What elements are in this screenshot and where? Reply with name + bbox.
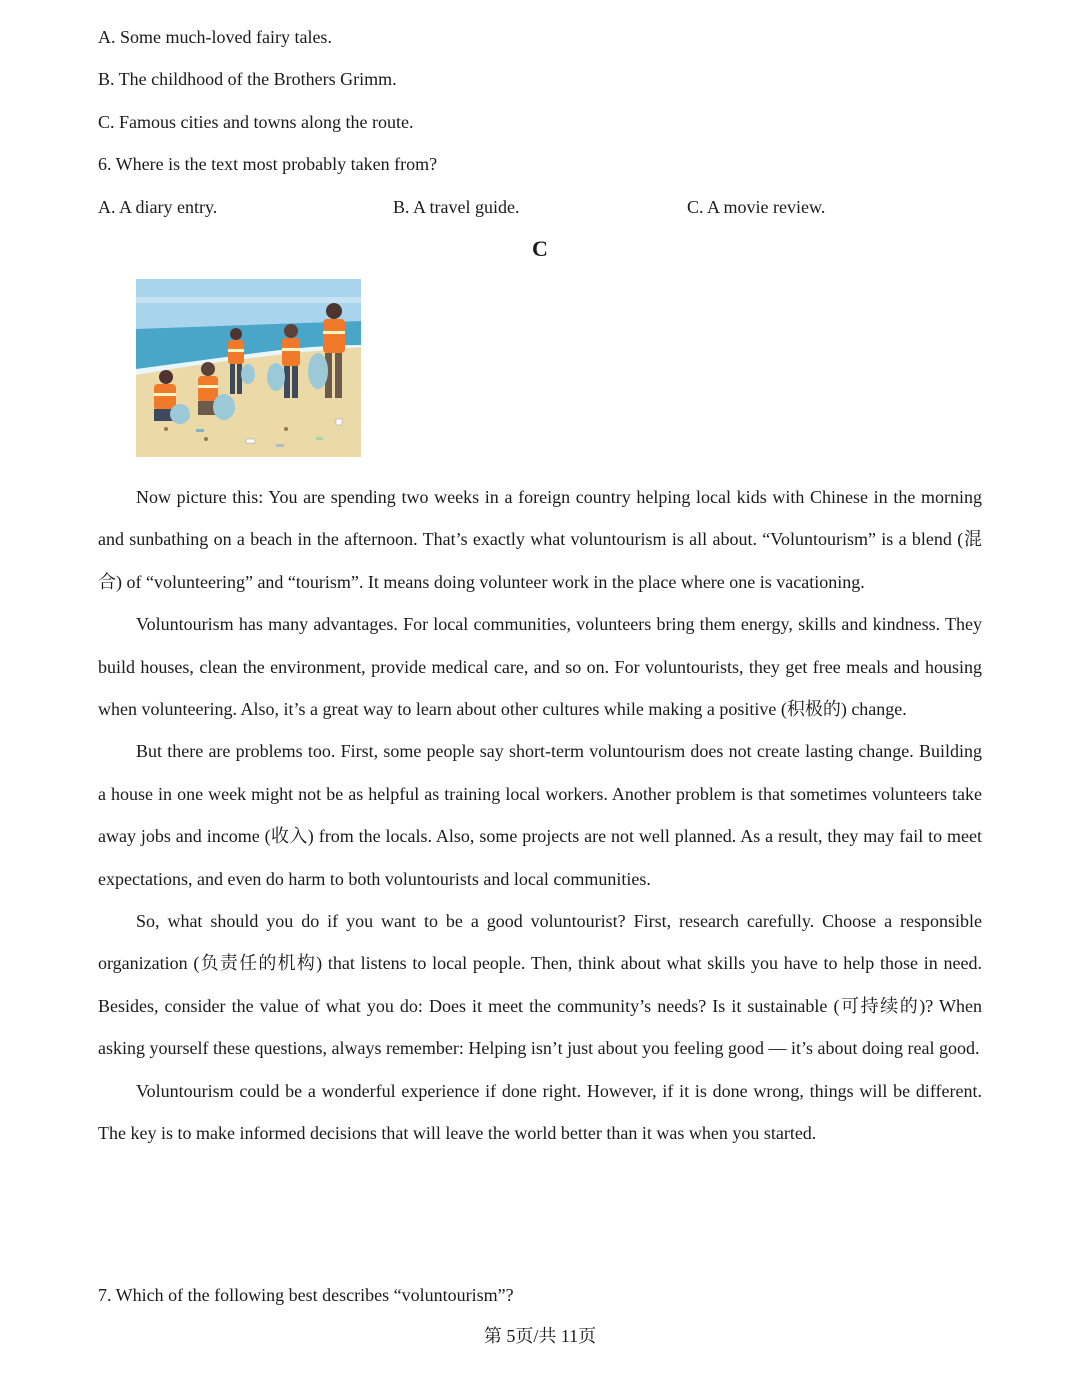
beach-cleanup-illustration — [136, 279, 361, 457]
q5-option-c: C. Famous cities and towns along the route. — [98, 112, 414, 132]
q6-option-a: A. A diary entry. — [98, 197, 218, 217]
article-body — [98, 476, 982, 1155]
q5-option-b: B. The childhood of the Brothers Grimm. — [98, 69, 397, 89]
paragraph: So, what should you do if you want to be a good voluntourist? First, research carefully. Choose a responsible organization (负责任的机构) that listens to local people. Then, think about what skills you have to help those in need. Besides, consider the value of what you do: Does it meet the community’s needs? Is it sustainable (可持续的)? When asking yourself these questions, always remember: Helping isn’t just about you feeling good — it’s about doing real good. — [98, 911, 982, 1059]
q5-option-a: A. Some much-loved fairy tales. — [98, 27, 332, 47]
q7-question: 7. Which of the following best describes “voluntourism”? — [98, 1285, 514, 1305]
q6-option-b: B. A travel guide. — [393, 197, 520, 217]
q6-option-c: C. A movie review. — [687, 197, 826, 217]
section-title: C — [532, 236, 548, 261]
paragraph: Voluntourism has many advantages. For local communities, volunteers bring them energy, skills and kindness. They build houses, clean the environment, provide medical care, and so on. For voluntourists, they get free meals and housing when volunteering. Also, it’s a great way to learn about other cultures while making a positive (积极的) change. — [98, 614, 982, 720]
paragraph: Voluntourism could be a wonderful experience if done right. However, if it is done wrong, things will be different. The key is to make informed decisions that will leave the world better than it was when you started. — [98, 1080, 982, 1144]
q6-question: 6. Where is the text most probably taken from? — [98, 154, 438, 174]
page-footer: 第 5页/共 11页 — [483, 1326, 597, 1346]
paragraph: Now picture this: You are spending two weeks in a foreign country helping local kids with Chinese in the morning and sunbathing on a beach in the afternoon. That’s exactly what voluntourism is all about. “Voluntourism” is a blend (混合) of “volunteering” and “tourism”. It means doing volunteer work in the place where one is vacationing. — [98, 487, 982, 592]
paragraph: But there are problems too. First, some people say short-term voluntourism does not create lasting change. Building a house in one week might not be as helpful as training local workers. Another problem is that sometimes volunteers take away jobs and income (收入) from the locals. Also, some projects are not well planned. As a result, they may fail to meet expectations, and even do harm to both voluntourists and local communities. — [98, 741, 982, 889]
